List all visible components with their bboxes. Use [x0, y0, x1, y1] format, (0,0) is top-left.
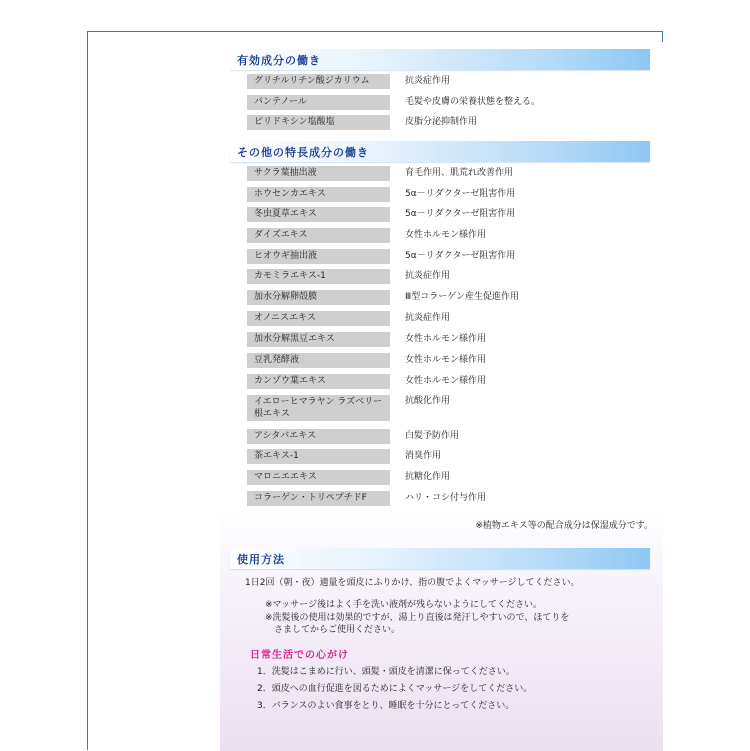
ingredient-name: ピリドキシン塩酸塩 — [247, 115, 390, 130]
ingredient-name: グリチルリチン酸ジカリウム — [247, 74, 390, 89]
ingredient-effect: 毛髪や皮膚の栄養状態を整える。 — [405, 97, 541, 107]
content-frame — [87, 31, 663, 750]
usage-note: ※マッサージ後はよく手を洗い液剤が残らないようにしてください。 — [265, 600, 543, 610]
ingredient-name: ホウセンカエキス — [247, 187, 390, 202]
ingredient-effect: 女性ホルモン様作用 — [405, 376, 487, 386]
ingredient-effect: 5α－リダクターゼ阻害作用 — [405, 209, 516, 219]
ingredient-effect: 抗炎症作用 — [405, 271, 451, 281]
section-header-usage — [230, 548, 650, 569]
ingredient-effect: 抗酸化作用 — [405, 396, 451, 406]
ingredient-effect: 5α－リダクターゼ阻害作用 — [405, 251, 516, 261]
ingredient-name: コラーゲン・トリペプチドF — [247, 491, 390, 506]
ingredient-effect: 抗炎症作用 — [405, 313, 451, 323]
ingredient-effect: 白髪予防作用 — [405, 431, 460, 441]
ingredient-effect: 女性ホルモン様作用 — [405, 334, 487, 344]
ingredient-effect: 抗糖化作用 — [405, 472, 451, 482]
ingredient-effect: 抗炎症作用 — [405, 76, 451, 86]
ingredient-effect: 5α－リダクターゼ阻害作用 — [405, 189, 516, 199]
ingredient-name: ヒオウギ抽出液 — [247, 249, 390, 264]
ingredient-effect: 女性ホルモン様作用 — [405, 355, 487, 365]
ingredient-effect: 育毛作用、肌荒れ改善作用 — [405, 168, 514, 178]
ingredient-name: 加水分解卵殻膜 — [247, 290, 390, 305]
ingredient-effect: 女性ホルモン様作用 — [405, 230, 487, 240]
ingredient-name: ダイズエキス — [247, 228, 390, 243]
section-header-active — [230, 49, 650, 70]
ingredient-name: 加水分解黒豆エキス — [247, 332, 390, 347]
content-panel — [220, 42, 663, 751]
ingredient-name: 豆乳発酵液 — [247, 353, 390, 368]
ingredient-effect: 消臭作用 — [405, 451, 442, 461]
ingredient-effect: ハリ・コシ付与作用 — [405, 493, 487, 503]
daily-life-item: 1．洗髪はこまめに行い、頭髪・頭皮を清潔に保ってください。 — [257, 667, 515, 677]
ingredient-name: アシタバエキス — [247, 429, 390, 444]
moisturizing-note: ※植物エキス等の配合成分は保湿成分です。 — [475, 521, 653, 531]
daily-life-item: 2．頭皮への血行促進を図るためによくマッサージをしてください。 — [257, 684, 533, 694]
usage-note: さましてからご使用ください。 — [265, 625, 401, 635]
ingredient-name: イエローヒマラヤン ラズベリー根エキス — [247, 395, 390, 421]
ingredient-name: パンテノール — [247, 95, 390, 110]
daily-life-item: 3．バランスのよい食事をとり、睡眠を十分にとってください。 — [257, 701, 515, 711]
ingredient-name: 茶エキス-1 — [247, 449, 390, 464]
section-title-other: その他の特長成分の働き — [237, 146, 369, 159]
usage-instruction: 1日2回（朝・夜）適量を頭皮にふりかけ、指の腹でよくマッサージしてください。 — [245, 578, 580, 588]
ingredient-effect: Ⅲ型コラーゲン産生促進作用 — [405, 292, 520, 302]
section-title-usage: 使用方法 — [237, 553, 285, 566]
usage-note: ※洗髪後の使用は効果的ですが、湯上り直後は発汗しやすいので、ほてりを — [265, 613, 570, 623]
ingredient-name: カンゾウ葉エキス — [247, 374, 390, 389]
section-header-other — [230, 141, 650, 162]
ingredient-name: サクラ葉抽出液 — [247, 166, 390, 181]
daily-life-title: 日常生活での心がけ — [250, 650, 349, 661]
section-title-active: 有効成分の働き — [237, 54, 321, 67]
ingredient-name: マロニエエキス — [247, 470, 390, 485]
ingredient-name: オノニスエキス — [247, 311, 390, 326]
ingredient-name: 冬虫夏草エキス — [247, 207, 390, 222]
ingredient-name: カモミラエキス-1 — [247, 269, 390, 284]
ingredient-effect: 皮脂分泌抑制作用 — [405, 117, 478, 127]
